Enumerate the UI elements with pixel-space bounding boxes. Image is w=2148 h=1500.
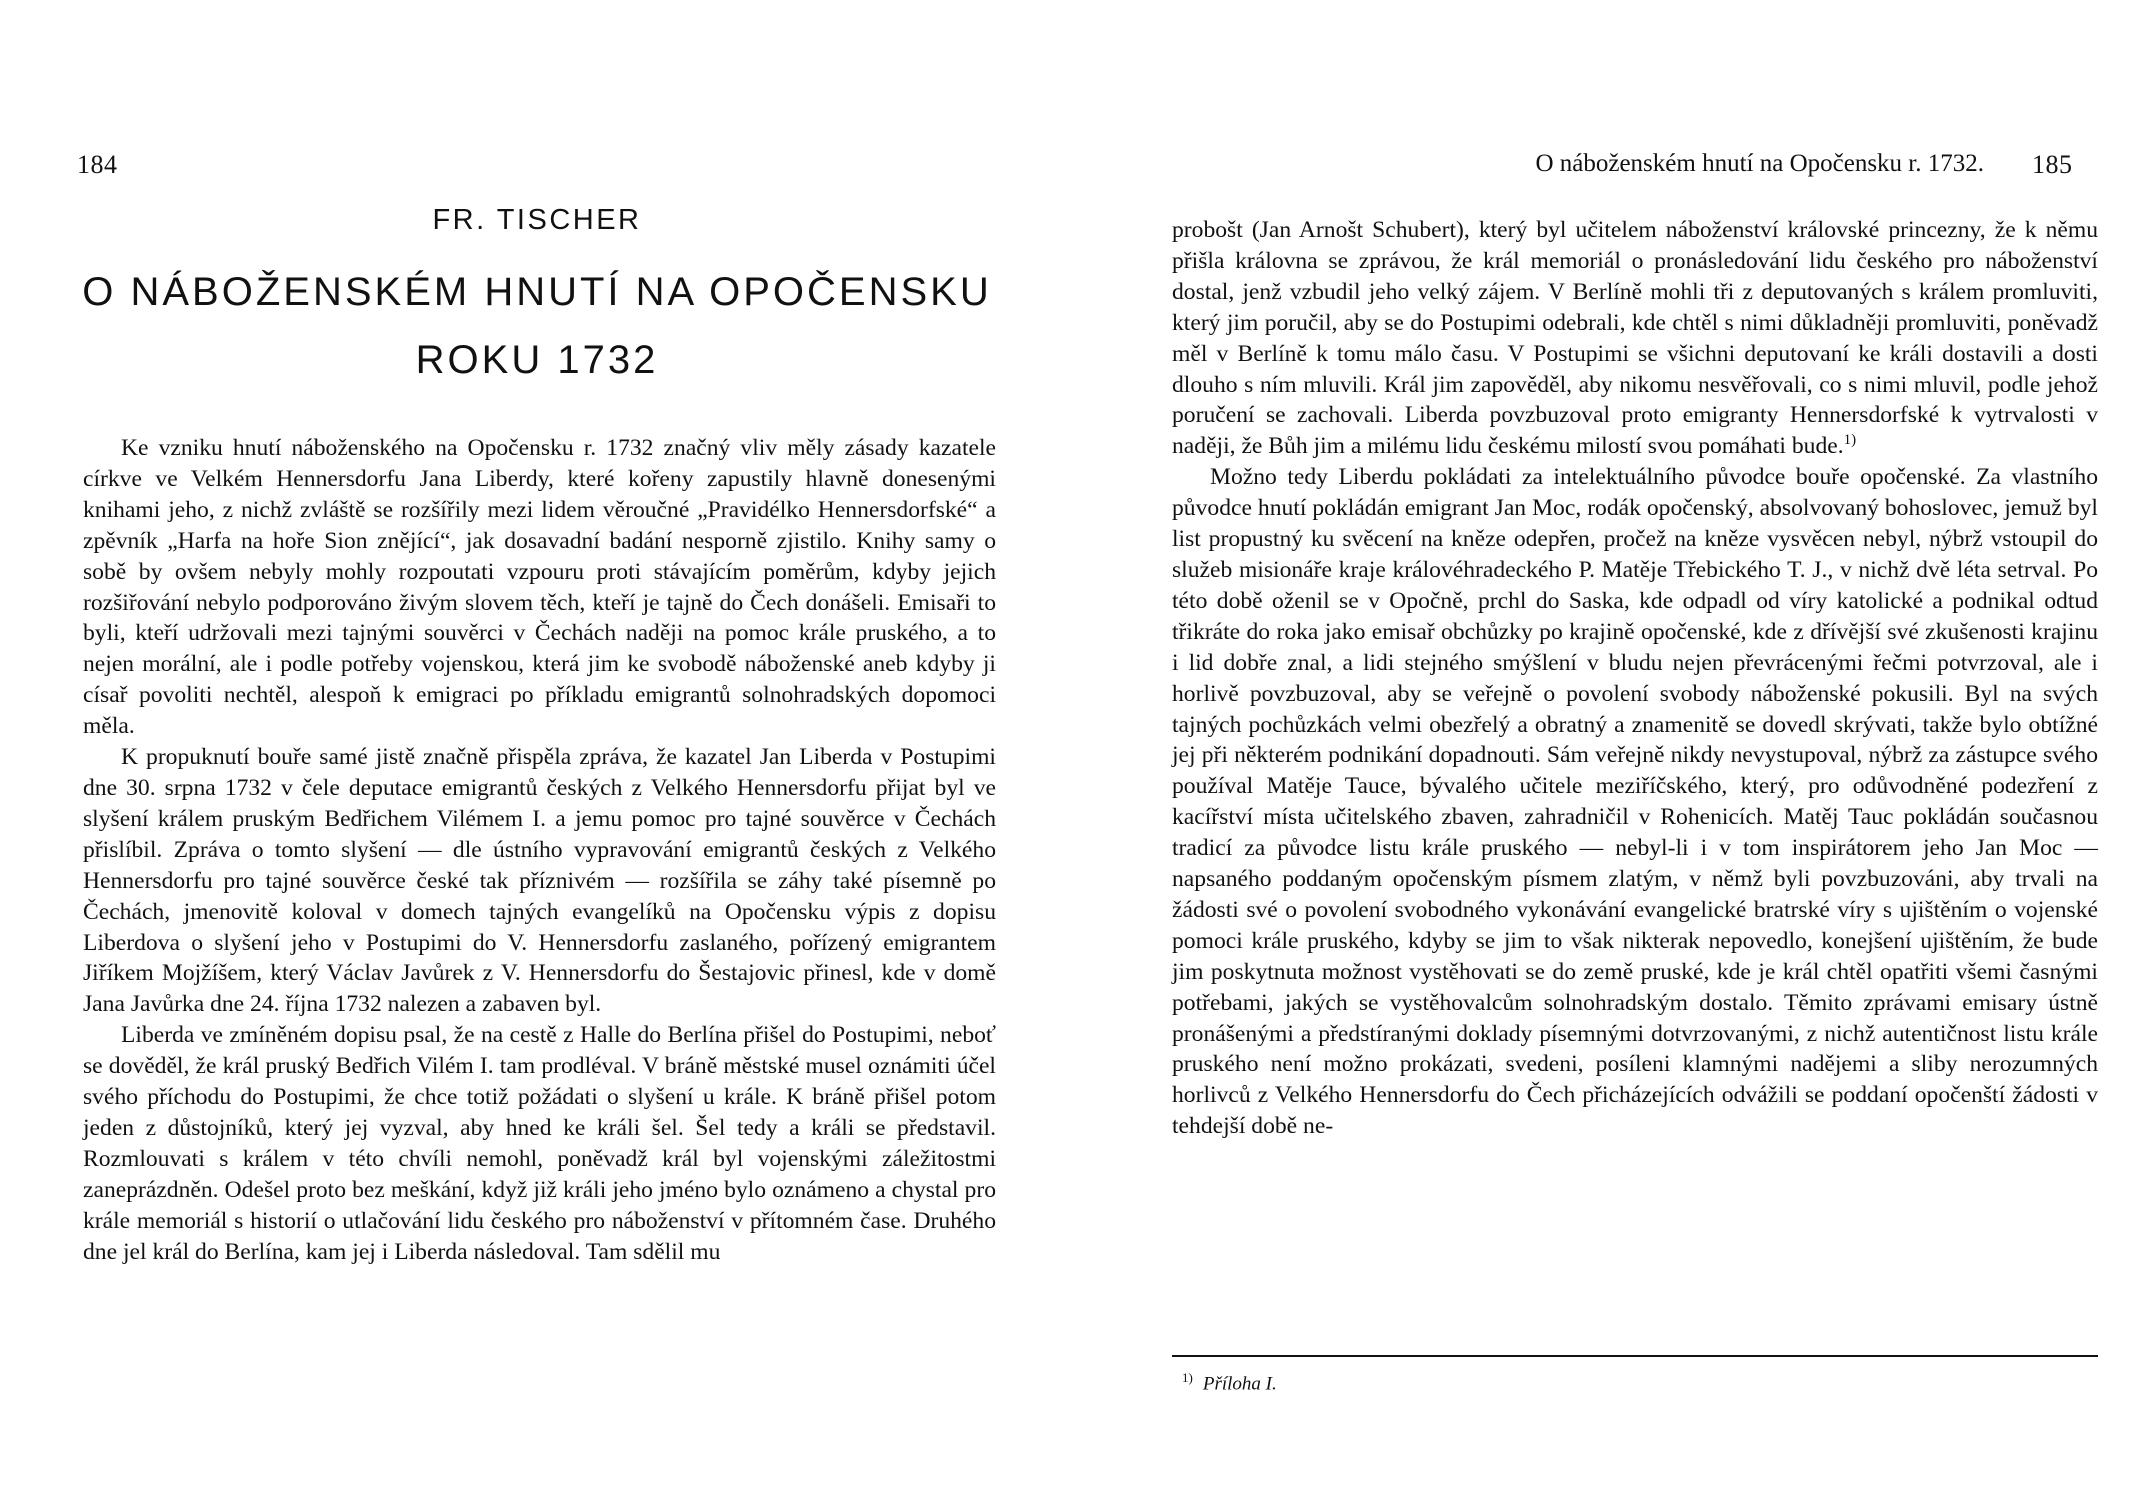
article-title-line-2: ROKU 1732 (415, 338, 659, 382)
running-head: O náboženském hnutí na Opočensku r. 1732. (1535, 150, 1984, 177)
right-text-column (1172, 215, 2098, 1142)
footnote-mark: 1) (1182, 1370, 1193, 1385)
article-title-line-1: O NÁBOŽENSKÉM HNUTÍ NA OPOČENSKU (82, 270, 992, 314)
right-page (1074, 0, 2148, 1500)
paragraph: Ke vzniku hnutí náboženského na Opočensku r. 1732 značný vliv měly zásady kazatele církve ve Velkém Hennersdorfu Jana Liberdy, které kořeny zapustily hlavně donesenými knihami jeho, z nichž zvláště se rozšířily mezi lidem věroučné „Pravidélko Hennersdorfské“ a zpěvník „Harfa na hoře Sion znějící“, jak dosavadní badání nesporně zjistilo. Knihy samy o sobě by ovšem nebyly mohly rozpoutati vzpouru proti stávajícím poměrům, kdyby jejich rozšiřování nebylo podporováno živým slovem těch, kteří je tajně do Čech donášeli. Emisaři to byli, kteří udržovali mezi tajnými souvěrci v Čechách naději na pomoc krále pruského, a to nejen morální, ale i podle potřeby vojenskou, která jim ke svobodě náboženské aneb kdyby ji císař povoliti nechtěl, alespoň k emigraci po příkladu emigrantů solnohradských dopomoci měla. (83, 435, 996, 740)
footnote (1182, 1370, 1277, 1395)
paragraph-text: probošt (Jan Arnošt Schubert), který byl učitelem náboženství královské princezny, že k němu přišla královna se zprávou, že král memoriál o pronásledování lidu českého pro náboženství dostal, jenž vzbudil jeho velký zájem. V Berlíně mohli tři z deputovaných s králem promluviti, který jim poručil, aby se do Postupimi odebrali, kde chtěl s nimi důkladněji promluviti, poněvadž měl v Berlíně k tomu málo času. V Postupimi se všichni deputovaní ke králi dostavili a dosti dlouho s ním mluvili. Král jim zapověděl, aby nikomu nesvěřovali, co s nimi mluvil, podle jehož poručení se zachovali. Liberda povzbuzoval proto emigranty Hennersdorfské k vytrvalosti v naději, že Bůh jim a milému lidu českému milostí svou pomáhati bude. (1172, 217, 2098, 460)
paragraph (1172, 215, 2098, 462)
paragraph: Možno tedy Liberdu pokládati za intelektuálního původce bouře opočenské. Za vlastního původce hnutí pokládán emigrant Jan Moc, rodák opočenský, absolvovaný bohoslovec, jemuž byl list propustný ku svěcení na kněze odepřen, pročež na kněze vysvěcen nebyl, nýbrž vstoupil do služeb misionáře kraje královéhradeckého P. Matěje Třebického T. J., v nichž dvě léta setrval. Po této době oženil se v Opočně, prchl do Saska, kde odpadl od víry katolické a podnikal odtud třikráte do roka jako emisař obchůzky po krajině opočenské, kde z dřívější své zkušenosti krajinu i lid dobře znal, a lidi stejného smýšlení v bludu nejen převrácenými řečmi potvrzoval, ale i horlivě povzbuzoval, aby se veřejně o povolení svobody náboženské pokusili. Byl na svých tajných pochůzkách velmi obezřelý a obratný a znamenitě se dovedl skrývati, takže bylo obtížné jej při některém podnikání dopadnouti. Sám veřejně nikdy nevystupoval, nýbrž za zástupce svého používal Matěje Tauce, bývalého učitele meziříčského, který, pro odůvodněné podezření z kacířství místa učitelského zbaven, zahradničil v Rohenicích. Matěj Tauc pokládán současnou tradicí za původce listu krále pruského — nebyl-li i v tom inspirátorem jeho Jan Moc — napsaného poddaným opočenským písmem zlatým, v němž byli povzbuzováni, aby trvali na žádosti své o povolení svobodného vykonávání evangelické bratrské víry s ujištěním o vojenské pomoci krále pruského, kdyby se jim to však nikterak nepovedlo, konejšení ujištěním, že bude jim poskytnuta možnost vystěhovati se do země pruské, kde je král chtěl opatřiti všemi časnými potřebami, jakých se vystěhovalcům solnohradským dostalo. Těmito zprávami emisary ústně pronášenými a předstíranými doklady písemnými dotvrzovanými, z nichž autentičnost listu krále pruského není možno prokázati, svedeni, posíleni klamnými nadějemi a sliby nerozumných horlivců z Velkého Hennersdorfu do Čech přicházejících odvážili se poddaní opočenští žádosti v tehdejší době ne- (1172, 464, 2098, 1140)
paragraph: K propuknutí bouře samé jistě značně přispěla zpráva, že kazatel Jan Liberda v Postupimi dne 30. srpna 1732 v čele deputace emigrantů českých z Velkého Hennersdorfu přijat byl ve slyšení králem pruským Bedřichem Vilémem I. a jemu pomoc pro tajné souvěrce v Čechách přislíbil. Zpráva o tomto slyšení — dle ústního vypravování emigrantů českých z Velkého Hennersdorfu pro tajné souvěrce české tak příznivém — rozšířila se záhy také písemně po Čechách, jmenovitě koloval v domech tajných evangelíků na Opočensku výpis z dopisu Liberdova o slyšení jeho v Postupimi do V. Hennersdorfu zaslaného, pořízený emigrantem Jiříkem Mojžíšem, který Václav Javůrek z V. Hennersdorfu do Šestajovic přinesl, kde v domě Jana Javůrka dne 24. října 1732 nalezen a zabaven byl. (83, 744, 996, 1018)
author-name: FR. TISCHER (432, 204, 642, 236)
left-text-column (83, 433, 996, 1267)
page-number: 185 (2032, 150, 2073, 179)
paragraph: Liberda ve zmíněném dopisu psal, že na cestě z Halle do Berlína přišel do Postupimi, neboť se dověděl, že král pruský Bedřich Vilém I. tam prodléval. V bráně městské musel oznámiti účel svého příchodu do Postupimi, že chce totiž požádati o slyšení u krále. K bráně přišel potom jeden z důstojníků, který jej vyzval, aby hned ke králi šel. Šel tedy a králi se představil. Rozmlouvati s králem v této chvíli nemohl, poněvadž král byl vojenskými záležitostmi zaneprázdněn. Odešel proto bez meškání, když již králi jeho jméno bylo oznámeno a chystal pro krále memoriál s historií o utlačování lidu českého pro náboženství v přítomném čase. Druhého dne jel král do Berlína, kam jej i Liberda následoval. Tam sdělil mu (83, 1022, 996, 1265)
footnote-reference[interactable]: 1) (1843, 432, 1857, 449)
footnote-text: Příloha I. (1202, 1373, 1277, 1395)
footnote-divider (1172, 1355, 2098, 1357)
page-number: 184 (77, 150, 118, 179)
